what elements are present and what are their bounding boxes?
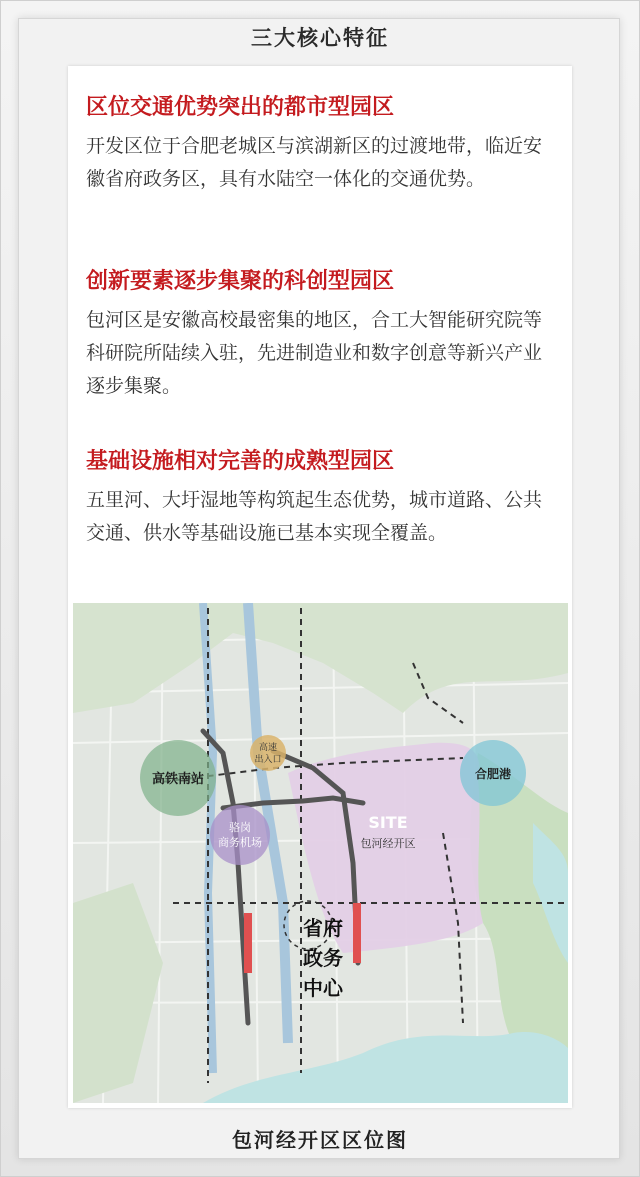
section-title: 基础设施相对完善的成熟型园区 [86,449,395,474]
map-label-airport-1: 骆岗 [229,821,251,834]
section-1 [86,92,546,196]
map-svg [73,603,568,1103]
marker-red-left [244,913,252,973]
map-label-airport-2: 商务机场 [218,836,262,849]
map-label-highway-1: 高速 [258,743,278,753]
map-label-gov-3: 中心 [303,976,343,1000]
section-2 [86,266,546,403]
marker-red-right [353,903,361,963]
section-title: 区位交通优势突出的都市型园区 [86,95,395,120]
section-title: 创新要素逐步集聚的科创型园区 [86,269,395,294]
map-label-zone: 包河经开区 [360,837,416,850]
section-body: 包河区是安徽高校最密集的地区，合工大智能研究院等科研院所陆续入驻，先进制造业和数字创意等新兴产业逐步集聚。 [86,309,543,397]
section-3 [86,446,546,550]
map-label-site: SITE [368,813,408,832]
airport-circle [210,805,270,865]
location-map [73,603,568,1103]
map-label-rail: 高铁南站 [151,772,205,787]
map-label-highway-2: 出入口 [254,755,282,765]
page-title: 三大核心特征 [251,26,389,50]
map-label-port: 合肥港 [474,767,512,781]
map-caption: 包河经开区区位图 [232,1128,408,1152]
map-label-gov-2: 政务 [303,946,343,970]
map-label-gov-1: 省府 [303,916,343,940]
section-body: 五里河、大圩湿地等构筑起生态优势，城市道路、公共交通、供水等基础设施已基本实现全覆盖。 [86,489,543,544]
highway-circle [250,735,286,771]
section-body: 开发区位于合肥老城区与滨湖新区的过渡地带，临近安徽省府政务区，具有水陆空一体化的交通优势。 [86,135,543,190]
